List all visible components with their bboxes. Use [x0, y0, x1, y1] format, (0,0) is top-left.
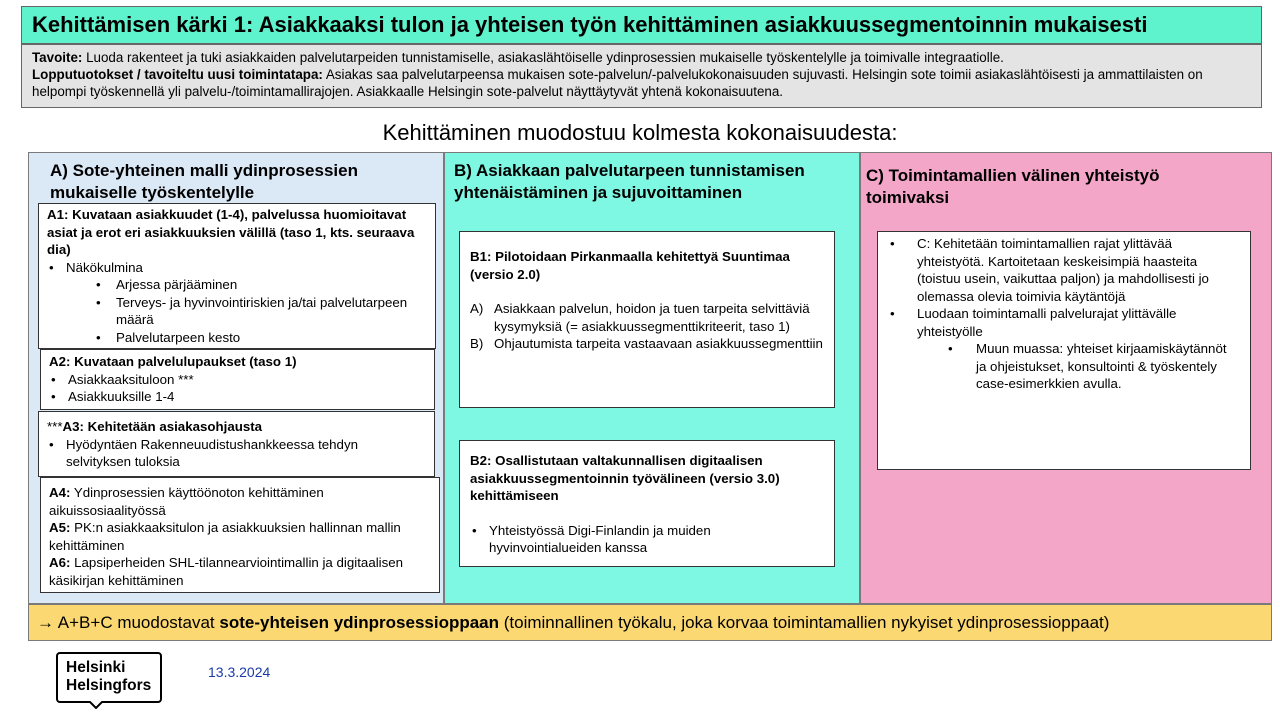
box-a4-a6 [40, 477, 440, 593]
a1-title: A1: Kuvataan asiakkuudet (1-4), palvelussa huomioitavat asiat ja erot eri asiakkuuksien välillä (taso 1, kts. seuraava dia) [47, 207, 415, 257]
a1-sub-item: • Arjessa pärjääminen [94, 276, 427, 294]
summary-bold: sote-yhteisen ydinprosessioppaan [219, 613, 500, 632]
slide-date: 13.3.2024 [208, 664, 271, 680]
logo-line-2: Helsingfors [66, 677, 152, 694]
b2-title: B2: Osallistutaan valtakunnallisen digitaalisen asiakkuussegmentoinnin työvälineen (versio 3.0) kehittämiseen [470, 453, 780, 503]
goal-text: Luoda rakenteet ja tuki asiakkaiden palvelutarpeiden tunnistamiselle, asiakaslähtöiselle ydinprosessien mukaiselle työskentelylle ja toimivalle integraatiolle. [82, 50, 1004, 65]
column-a-heading: A) Sote-yhteinen malli ydinprosessien mukaiselle työskentelylle [50, 161, 358, 202]
c-bullet: • Luodaan toimintamalli palvelurajat ylittävälle yhteistyölle [888, 305, 1238, 340]
outcomes-line [32, 66, 1251, 100]
b2-list [470, 522, 824, 557]
outcomes-label: Lopputuotokset / tavoiteltu uusi toimintatapa: [32, 67, 323, 82]
a3-list [47, 436, 426, 471]
slide-title: Kehittämisen kärki 1: Asiakkaaksi tulon ja yhteisen työn kehittäminen asiakkuussegmentoinnin mukaisesti [21, 6, 1262, 44]
c-bullet: • C: Kehitetään toimintamallien rajat ylittävää yhteistyötä. Kartoitetaan keskeisimpiä haasteita (toistuu usein, vaikuttaa paljon) ja mahdollisesti jo olemassa olevia toimivia käytäntöjä [888, 235, 1238, 305]
a4-text: Ydinprosessien käyttöönoton kehittäminen aikuissosiaalityössä [49, 485, 324, 518]
goal-line [32, 49, 1251, 66]
c-sub-bullet: • Muun muassa: yhteiset kirjaamiskäytännöt ja ohjeistukset, konsultointi & työskentely case-esimerkkien avulla. [946, 340, 1238, 393]
a1-bullet: • Näkökulmina [47, 259, 427, 277]
a2-list [49, 371, 426, 406]
outcomes-text: Asiakas saa palvelutarpeensa mukaisen sote-palvelun/-palvelukokonaisuuden sujuvasti. Helsingin sote toimii asiakaslähtöisesti ja ammattilaisten on helpompi työskennellä yli palvelu-/toimintamallirajojen. Asiakkaalle Helsingin sote-palvelut näyttäytyvät yhtenä kokonaisuutena. [32, 67, 1203, 99]
box-c [877, 231, 1251, 470]
summary-bar [28, 604, 1272, 641]
b1-list [470, 300, 824, 353]
a1-list [47, 259, 427, 347]
box-b2 [459, 440, 835, 567]
b1-item-marker: A) [470, 301, 484, 316]
c-list [888, 235, 1238, 393]
a3-title-line [47, 418, 426, 436]
b1-item-marker: B) [470, 336, 484, 351]
a2-bullet: • Asiakkuuksille 1-4 [49, 388, 426, 406]
b1-item-text: Ohjautumista tarpeita vastaavaan asiakkuussegmenttiin [494, 336, 823, 351]
arrow-icon: → [37, 613, 54, 632]
a4-label: A4: [49, 485, 71, 500]
a1-sub-item: • Palvelutarpeen kesto [94, 329, 427, 347]
goal-label: Tavoite: [32, 50, 83, 65]
column-c-heading: C) Toimintamallien välinen yhteistyö toimivaksi [866, 166, 1160, 207]
a3-prefix: *** [47, 419, 63, 434]
logo-notch-icon [89, 701, 103, 709]
a6-item [49, 554, 431, 589]
a5-text: PK:n asiakkaaksitulon ja asiakkuuksien hallinnan mallin kehittäminen [49, 520, 401, 553]
box-a2 [40, 349, 435, 410]
box-b1 [459, 231, 835, 408]
b1-item [470, 335, 824, 353]
box-a3 [38, 411, 435, 477]
b1-title: B1: Pilotoidaan Pirkanmaalla kehitettyä Suuntimaa (versio 2.0) [470, 249, 790, 282]
a6-text: Lapsiperheiden SHL-tilannearviointimallin ja digitaalisen käsikirjan kehittäminen [49, 555, 404, 588]
helsinki-logo [56, 652, 162, 703]
b2-bullet: • Yhteistyössä Digi-Finlandin ja muiden hyvinvointialueiden kanssa [470, 522, 824, 557]
summary-suffix: (toiminnallinen työkalu, joka korvaa toimintamallien nykyiset ydinprosessioppaat) [499, 613, 1110, 632]
a5-item [49, 519, 431, 554]
summary-prefix: A+B+C muodostavat [54, 613, 220, 632]
a3-bullet: • Hyödyntäen Rakenneuudistushankkeessa tehdyn selvityksen tuloksia [47, 436, 426, 471]
a2-bullet: • Asiakkaaksituloon *** [49, 371, 426, 389]
b1-item [470, 300, 824, 335]
a2-title: A2: Kuvataan palvelulupaukset (taso 1) [49, 354, 297, 369]
a3-title: A3: Kehitetään asiakasohjausta [62, 419, 263, 434]
a6-label: A6: [49, 555, 71, 570]
a5-label: A5: [49, 520, 71, 535]
box-a1 [38, 203, 436, 349]
section-subtitle: Kehittäminen muodostuu kolmesta kokonaisuudesta: [382, 120, 898, 145]
column-b-heading: B) Asiakkaan palvelutarpeen tunnistamisen yhtenäistäminen ja sujuvoittaminen [454, 161, 805, 202]
b1-item-text: Asiakkaan palvelun, hoidon ja tuen tarpeita selvittäviä kysymyksiä (= asiakkuussegmenttikriteerit, taso 1) [494, 301, 810, 334]
goal-box [21, 44, 1262, 108]
logo-line-1: Helsinki [66, 659, 126, 676]
a4-item [49, 484, 431, 519]
a1-sub-item: • Terveys- ja hyvinvointiriskien ja/tai palvelutarpeen määrä [94, 294, 427, 329]
